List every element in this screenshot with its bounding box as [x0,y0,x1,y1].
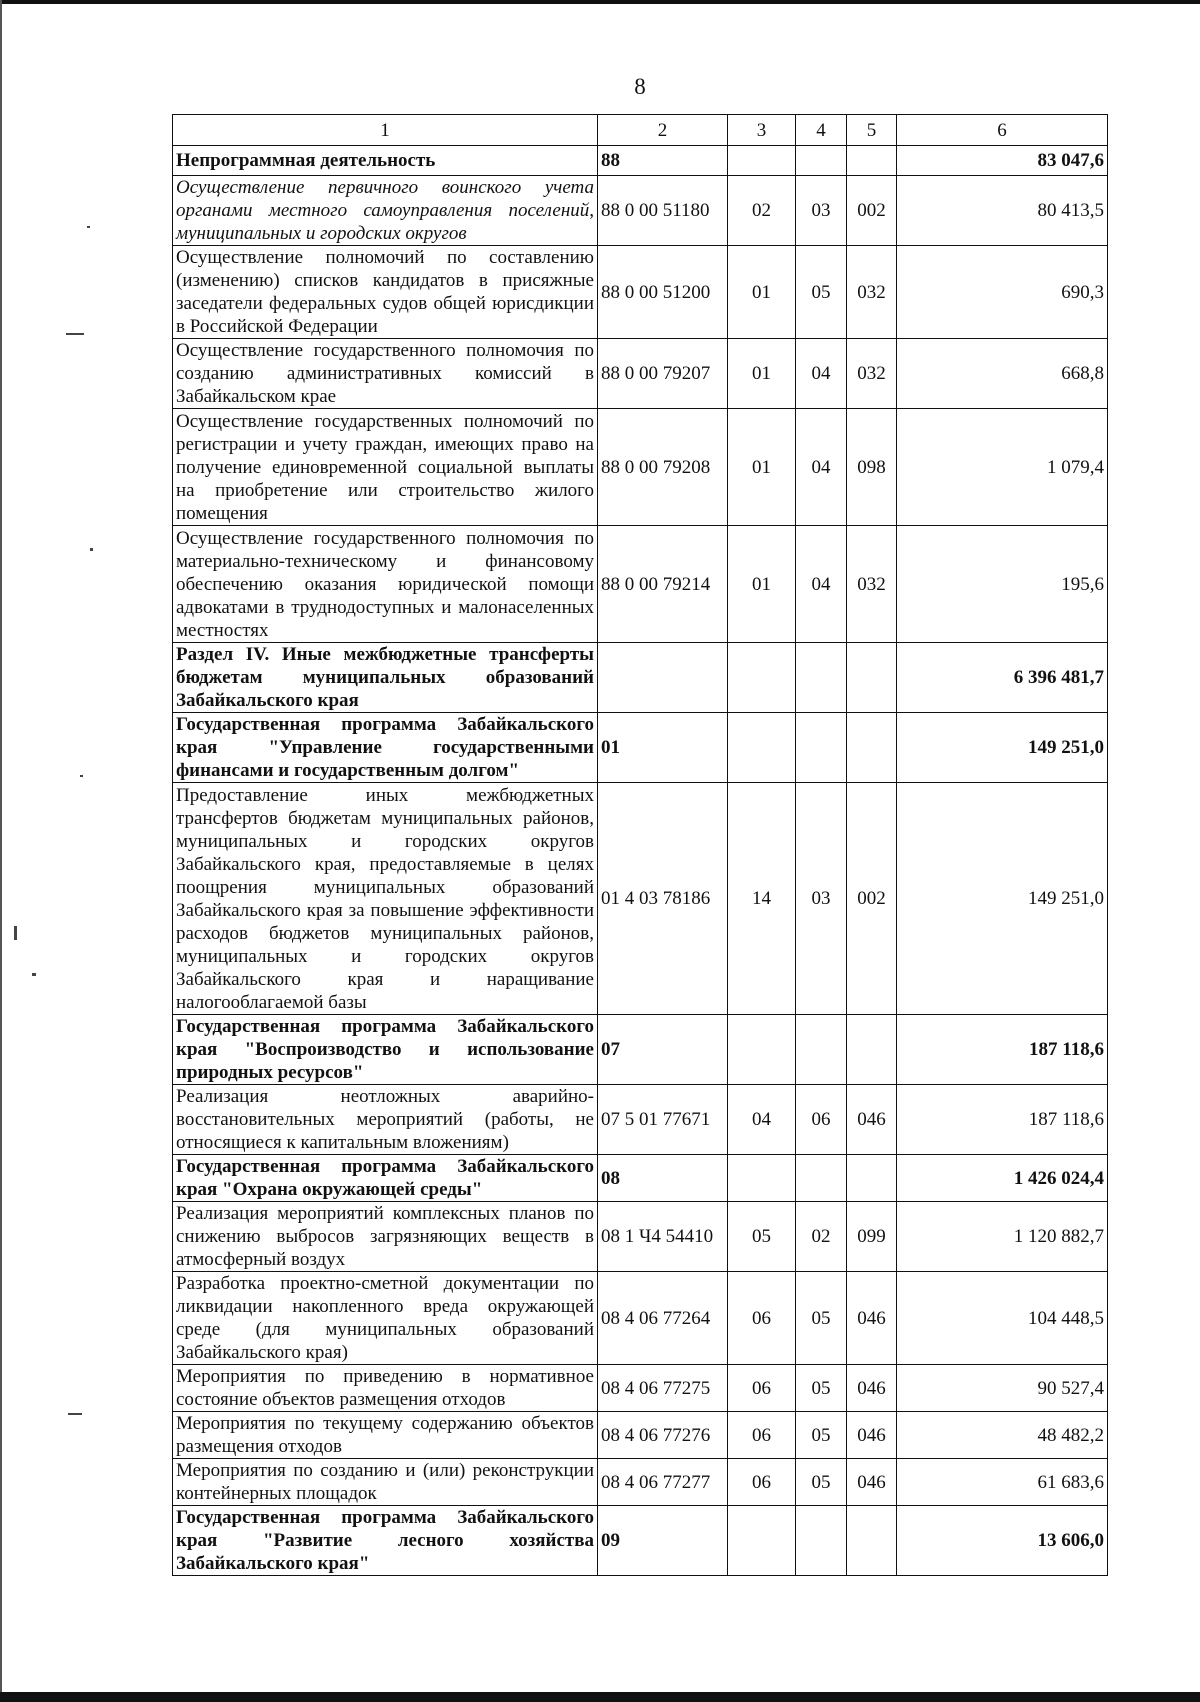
row-section-cell: 01 [728,339,796,409]
row-amount-cell: 61 683,6 [897,1459,1108,1506]
row-type-cell: 032 [847,246,897,339]
row-name-cell: Государственная программа Забайкальского края "Охрана окружающей среды" [173,1155,598,1202]
table-row [173,1365,1108,1412]
table-row [173,526,1108,643]
row-name-cell: Мероприятия по приведению в нормативное состояние объектов размещения отходов [173,1365,598,1412]
row-subsection-cell: 03 [796,176,847,246]
row-type-cell: 046 [847,1272,897,1365]
row-amount-cell: 1 120 882,7 [897,1202,1108,1272]
row-subsection-cell: 04 [796,526,847,643]
row-code-cell: 01 [598,713,728,783]
column-header: 6 [897,115,1108,146]
column-header: 1 [173,115,598,146]
row-code-cell: 08 4 06 77264 [598,1272,728,1365]
row-subsection-cell: 03 [796,783,847,1015]
row-subsection-cell [796,1155,847,1202]
row-type-cell: 002 [847,176,897,246]
row-code-cell: 88 0 00 51180 [598,176,728,246]
row-name-cell: Непрограммная деятельность [173,146,598,176]
row-section-cell: 14 [728,783,796,1015]
row-name-cell: Осуществление первичного воинского учета органами местного самоуправления поселений, муниципальных и городских округов [173,176,598,246]
row-type-cell: 099 [847,1202,897,1272]
row-type-cell: 046 [847,1365,897,1412]
scan-edge-left [0,0,2,1702]
table-row [173,643,1108,713]
row-subsection-cell: 05 [796,1459,847,1506]
table-row [173,409,1108,526]
table-row [173,246,1108,339]
row-type-cell: 002 [847,783,897,1015]
table-row [173,176,1108,246]
row-type-cell: 046 [847,1412,897,1459]
row-code-cell: 09 [598,1506,728,1576]
row-type-cell: 046 [847,1459,897,1506]
table-row [173,1015,1108,1085]
row-amount-cell: 668,8 [897,339,1108,409]
row-section-cell [728,713,796,783]
row-name-cell: Реализация неотложных аварийно-восстановительных мероприятий (работы, не относящиеся к капитальным вложениям) [173,1085,598,1155]
table-row [173,1272,1108,1365]
table-row [173,146,1108,176]
page-number: 8 [634,74,646,99]
row-subsection-cell: 04 [796,339,847,409]
row-amount-cell: 80 413,5 [897,176,1108,246]
row-section-cell: 06 [728,1365,796,1412]
table-row [173,1085,1108,1155]
row-name-cell: Мероприятия по созданию и (или) реконструкции контейнерных площадок [173,1459,598,1506]
row-amount-cell: 187 118,6 [897,1085,1108,1155]
scan-speck [80,775,83,777]
row-section-cell: 01 [728,526,796,643]
row-code-cell: 08 1 Ч4 54410 [598,1202,728,1272]
row-section-cell [728,643,796,713]
row-name-cell: Государственная программа Забайкальского края "Развитие лесного хозяйства Забайкальского края" [173,1506,598,1576]
row-section-cell: 06 [728,1459,796,1506]
scan-speck [32,973,36,976]
scan-speck [66,333,84,335]
row-amount-cell: 149 251,0 [897,713,1108,783]
row-amount-cell: 6 396 481,7 [897,643,1108,713]
budget-table-body [173,115,1108,1576]
scan-speck [14,926,17,940]
table-row [173,713,1108,783]
row-subsection-cell: 06 [796,1085,847,1155]
row-type-cell [847,713,897,783]
row-section-cell: 02 [728,176,796,246]
row-amount-cell: 690,3 [897,246,1108,339]
row-name-cell: Государственная программа Забайкальского края "Управление государственными финансами и государственным долгом" [173,713,598,783]
scan-speck [90,548,93,551]
row-section-cell [728,1015,796,1085]
table-row [173,783,1108,1015]
row-code-cell: 08 4 06 77277 [598,1459,728,1506]
row-section-cell: 05 [728,1202,796,1272]
row-type-cell: 098 [847,409,897,526]
table-row [173,1459,1108,1506]
row-amount-cell: 195,6 [897,526,1108,643]
row-code-cell: 88 0 00 79207 [598,339,728,409]
column-header-row [173,115,1108,146]
row-amount-cell: 1 079,4 [897,409,1108,526]
row-subsection-cell [796,643,847,713]
column-header: 2 [598,115,728,146]
budget-table [172,114,1108,1576]
row-subsection-cell: 05 [796,1365,847,1412]
row-type-cell [847,643,897,713]
table-row [173,1155,1108,1202]
scan-edge-top [0,0,1200,4]
table-row [173,1506,1108,1576]
column-header: 4 [796,115,847,146]
row-type-cell: 032 [847,339,897,409]
row-section-cell: 01 [728,246,796,339]
row-amount-cell: 149 251,0 [897,783,1108,1015]
row-type-cell: 032 [847,526,897,643]
row-type-cell [847,1015,897,1085]
row-code-cell: 88 0 00 79214 [598,526,728,643]
row-subsection-cell [796,1015,847,1085]
row-code-cell: 88 0 00 79208 [598,409,728,526]
row-subsection-cell [796,1506,847,1576]
row-name-cell: Осуществление государственных полномочий по регистрации и учету граждан, имеющих право на получение единовременной социальной выплаты на приобретение или строительство жилого помещения [173,409,598,526]
row-code-cell: 08 [598,1155,728,1202]
row-section-cell [728,1155,796,1202]
row-subsection-cell: 02 [796,1202,847,1272]
row-section-cell: 06 [728,1272,796,1365]
row-subsection-cell: 05 [796,1412,847,1459]
row-name-cell: Предоставление иных межбюджетных трансфертов бюджетам муниципальных районов, муниципальных и городских округов Забайкальского края, предоставляемые в целях поощрения муниципальных образований Забайкальского края за повышение эффективности расходов бюджетов муниципальных районов, муниципальных и городских округов Забайкальского края и наращивание налогооблагаемой базы [173,783,598,1015]
row-type-cell [847,146,897,176]
row-name-cell: Осуществление государственного полномочия по материально-техническому и финансовому обеспечению оказания юридической помощи адвокатами в труднодоступных и малонаселенных местностях [173,526,598,643]
row-name-cell: Разработка проектно-сметной документации по ликвидации накопленного вреда окружающей среде (для муниципальных образований Забайкальского края) [173,1272,598,1365]
scan-speck [87,226,90,228]
row-amount-cell: 1 426 024,4 [897,1155,1108,1202]
column-header: 3 [728,115,796,146]
row-code-cell: 88 [598,146,728,176]
scan-edge-bottom [0,1692,1200,1702]
row-amount-cell: 83 047,6 [897,146,1108,176]
row-code-cell: 01 4 03 78186 [598,783,728,1015]
row-section-cell: 06 [728,1412,796,1459]
row-code-cell: 08 4 06 77276 [598,1412,728,1459]
column-header: 5 [847,115,897,146]
row-name-cell: Осуществление государственного полномочия по созданию административных комиссий в Забайкальском крае [173,339,598,409]
row-section-cell [728,1506,796,1576]
row-type-cell [847,1155,897,1202]
row-name-cell: Реализация мероприятий комплексных планов по снижению выбросов загрязняющих веществ в атмосферный воздух [173,1202,598,1272]
row-subsection-cell [796,146,847,176]
row-type-cell [847,1506,897,1576]
row-subsection-cell: 05 [796,246,847,339]
row-name-cell: Государственная программа Забайкальского края "Воспроизводство и использование природных ресурсов" [173,1015,598,1085]
row-name-cell: Раздел IV. Иные межбюджетные трансферты бюджетам муниципальных образований Забайкальского края [173,643,598,713]
row-subsection-cell: 04 [796,409,847,526]
table-row [173,1412,1108,1459]
row-code-cell: 07 [598,1015,728,1085]
row-amount-cell: 90 527,4 [897,1365,1108,1412]
row-section-cell: 01 [728,409,796,526]
row-section-cell: 04 [728,1085,796,1155]
row-amount-cell: 104 448,5 [897,1272,1108,1365]
row-amount-cell: 187 118,6 [897,1015,1108,1085]
row-subsection-cell: 05 [796,1272,847,1365]
row-amount-cell: 13 606,0 [897,1506,1108,1576]
row-section-cell [728,146,796,176]
row-name-cell: Осуществление полномочий по составлению (изменению) списков кандидатов в присяжные заседатели федеральных судов общей юрисдикции в Российской Федерации [173,246,598,339]
row-code-cell: 07 5 01 77671 [598,1085,728,1155]
row-code-cell: 88 0 00 51200 [598,246,728,339]
row-code-cell: 08 4 06 77275 [598,1365,728,1412]
row-amount-cell: 48 482,2 [897,1412,1108,1459]
row-name-cell: Мероприятия по текущему содержанию объектов размещения отходов [173,1412,598,1459]
table-row [173,1202,1108,1272]
table-row [173,339,1108,409]
row-type-cell: 046 [847,1085,897,1155]
row-code-cell [598,643,728,713]
scan-speck [68,1413,82,1415]
row-subsection-cell [796,713,847,783]
